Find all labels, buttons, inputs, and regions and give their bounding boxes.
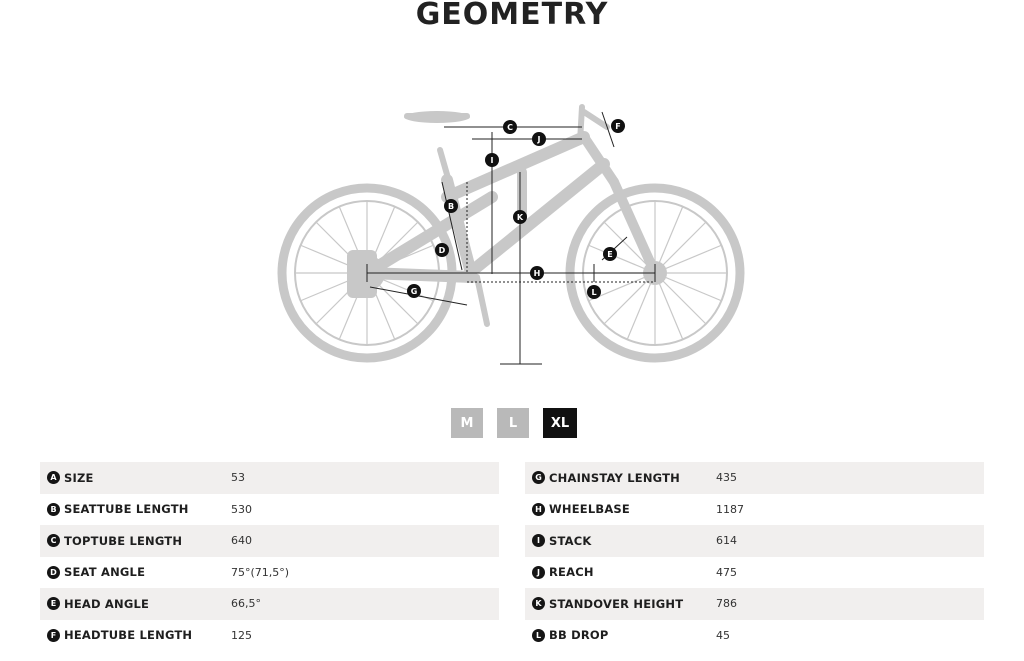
letter-badge: C bbox=[47, 534, 60, 547]
row-label: BB DROP bbox=[549, 628, 609, 643]
row-value: 475 bbox=[716, 565, 737, 579]
svg-text:F: F bbox=[615, 122, 621, 131]
table-row bbox=[40, 494, 499, 526]
letter-badge: G bbox=[532, 471, 545, 484]
row-value: 435 bbox=[716, 471, 737, 485]
table-row bbox=[525, 462, 984, 494]
marker-i bbox=[485, 153, 499, 167]
table-row bbox=[40, 557, 499, 589]
letter-badge: E bbox=[47, 597, 60, 610]
table-row bbox=[40, 462, 499, 494]
table-row bbox=[525, 620, 984, 652]
row-label: HEAD ANGLE bbox=[64, 596, 150, 611]
row-label: SIZE bbox=[64, 470, 94, 485]
row-label: CHAINSTAY LENGTH bbox=[549, 470, 680, 485]
row-value: 1187 bbox=[716, 502, 744, 516]
marker-g bbox=[407, 284, 421, 298]
table-row bbox=[40, 620, 499, 652]
row-value: 640 bbox=[231, 534, 252, 548]
size-option-xl[interactable]: XL bbox=[543, 408, 577, 438]
geometry-table bbox=[40, 462, 984, 651]
row-label: STACK bbox=[549, 533, 592, 548]
table-row bbox=[40, 525, 499, 557]
svg-text:J: J bbox=[537, 135, 541, 144]
row-label: TOPTUBE LENGTH bbox=[64, 533, 183, 548]
svg-text:B: B bbox=[447, 202, 455, 211]
letter-badge: K bbox=[532, 597, 545, 610]
page-title: GEOMETRY bbox=[415, 0, 609, 32]
geometry-column-left bbox=[40, 462, 499, 651]
letter-badge: F bbox=[47, 629, 60, 642]
row-value: 75°(71,5°) bbox=[231, 565, 290, 579]
row-label: SEAT ANGLE bbox=[64, 565, 146, 580]
marker-c bbox=[503, 120, 517, 134]
row-value: 530 bbox=[231, 502, 252, 516]
letter-badge: B bbox=[47, 503, 60, 516]
table-row bbox=[40, 588, 499, 620]
marker-b bbox=[444, 199, 458, 213]
table-row bbox=[525, 494, 984, 526]
svg-text:C: C bbox=[507, 123, 513, 132]
svg-text:D: D bbox=[438, 246, 446, 255]
geometry-column-right bbox=[525, 462, 984, 651]
letter-badge: I bbox=[532, 534, 545, 547]
row-value: 53 bbox=[231, 471, 245, 485]
table-row bbox=[525, 588, 984, 620]
svg-text:L: L bbox=[591, 288, 597, 297]
marker-f bbox=[611, 119, 625, 133]
row-value: 45 bbox=[716, 628, 730, 642]
marker-l bbox=[587, 285, 601, 299]
svg-text:K: K bbox=[516, 213, 524, 222]
size-option-l[interactable]: L bbox=[497, 408, 529, 438]
row-value: 786 bbox=[716, 597, 737, 611]
marker-d bbox=[435, 243, 449, 257]
table-row bbox=[525, 525, 984, 557]
size-selector bbox=[451, 408, 577, 438]
svg-text:I: I bbox=[490, 156, 494, 165]
bike-illustration bbox=[282, 107, 740, 358]
svg-text:E: E bbox=[607, 250, 613, 259]
svg-text:H: H bbox=[533, 269, 541, 278]
row-label: SEATTUBE LENGTH bbox=[64, 502, 189, 517]
table-row bbox=[525, 557, 984, 589]
row-value: 66,5° bbox=[231, 597, 261, 611]
row-value: 614 bbox=[716, 534, 737, 548]
row-label: HEADTUBE LENGTH bbox=[64, 628, 193, 643]
row-value: 125 bbox=[231, 628, 252, 642]
letter-badge: L bbox=[532, 629, 545, 642]
marker-e bbox=[603, 247, 617, 261]
marker-h bbox=[530, 266, 544, 280]
letter-badge: J bbox=[532, 566, 545, 579]
letter-badge: H bbox=[532, 503, 545, 516]
svg-text:G: G bbox=[410, 287, 418, 296]
letter-badge: D bbox=[47, 566, 60, 579]
letter-badge: A bbox=[47, 471, 60, 484]
size-option-m[interactable]: M bbox=[451, 408, 483, 438]
bike-geometry-diagram bbox=[262, 92, 762, 377]
row-label: STANDOVER HEIGHT bbox=[549, 596, 684, 611]
marker-k bbox=[513, 210, 527, 224]
row-label: REACH bbox=[549, 565, 594, 580]
marker-j bbox=[532, 132, 546, 146]
row-label: WHEELBASE bbox=[549, 502, 630, 517]
